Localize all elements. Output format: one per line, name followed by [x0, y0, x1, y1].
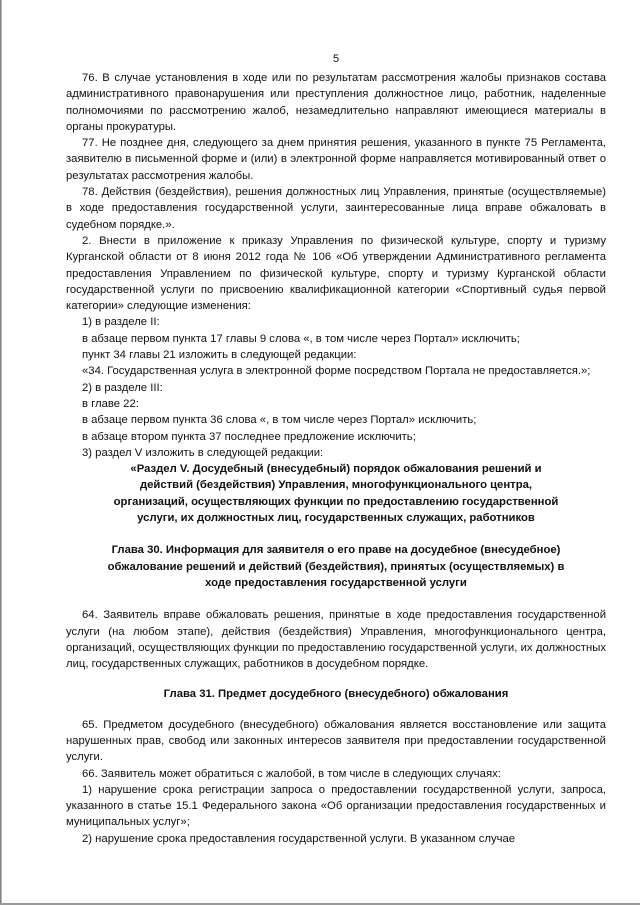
item-section-2-c: «34. Государственная услуга в электронной форме посредством Портала не предоставляется.»;: [82, 365, 591, 378]
item-section-3-a: в главе 22:: [82, 397, 139, 410]
section-5-heading-line: организаций, осуществляющих функции по предоставлению государственной: [113, 495, 559, 508]
chapter-31-heading: Глава 31. Предмет досудебного (внесудебного) обжалования: [163, 688, 509, 701]
paragraph-64: 64. Заявитель вправе обжаловать решения, принятые в ходе предоставления государственной услуги (на любом этапе), действия (бездействия) Управления, многофункционального центра, организаций, осуществляющих функции по предоставлению государственной услуги, их должностных лиц, государственных служащих, работников в досудебном порядке.: [66, 609, 606, 671]
item-section-3-c: в абзаце втором пункта 37 последнее предложение исключить;: [82, 430, 416, 443]
item-section-2: 1) в разделе II:: [82, 316, 160, 329]
paragraph-2: 2. Внести в приложение к приказу Управления по физической культуре, спорту и туризму Курганской области от 8 июня 2012 года № 106 «Об утверждении Административного регламента предоставления Управлением по физической культуре, спорту и туризму Курганской области государственной услуги по присвоению квалификационной категории «Спортивный судья первой категории» следующие изменения:: [66, 234, 606, 313]
paragraph-77: 77. Не позднее дня, следующего за днем принятия решения, указанного в пункте 75 Регламента, заявителю в письменной форме и (или) в электронной форме направляется мотивированный ответ о результатах рассмотрения жалобы.: [66, 137, 606, 182]
scan-edge-left: [0, 0, 2, 905]
chapter-30-heading-line: ходе предоставления государственной услуги: [205, 576, 467, 589]
paragraph-76: 76. В случае установления в ходе или по результатам рассмотрения жалобы признаков состава административного правонарушения или преступления должностное лицо, работник, наделенные полномочиями по рассмотрению жалоб, незамедлительно направляют имеющиеся материалы в органы прокуратуры.: [66, 72, 606, 133]
document-page: [66, 52, 606, 847]
item-section-2-b: пункт 34 главы 21 изложить в следующей редакции:: [82, 349, 357, 362]
page-number: 5: [332, 53, 340, 65]
item-section-3: 2) в разделе III:: [82, 381, 163, 394]
chapter-30-heading: [66, 542, 606, 591]
paragraph-66-item-2: 2) нарушение срока предоставления государственной услуги. В указанном случае: [82, 832, 516, 845]
paragraph-66: 66. Заявитель может обратиться с жалобой, в том числе в следующих случаях:: [82, 767, 501, 780]
section-5-heading-line: «Раздел V. Досудебный (внесудебный) порядок обжалования решений и: [130, 463, 542, 476]
item-section-5: 3) раздел V изложить в следующей редакции:: [82, 446, 324, 459]
section-5-heading-line: услуги, их должностных лиц, государственных служащих, работников: [137, 512, 535, 525]
chapter-30-heading-line: обжалование решений и действий (бездействия), принятых (осуществляемых) в: [107, 560, 565, 573]
paragraph-66-item-1: 1) нарушение срока регистрации запроса о предоставлении государственной услуги, запроса, указанного в статье 15.1 Федерального закона «Об организации предоставления государственных и муниципальных услуг»;: [66, 783, 606, 829]
paragraph-78: 78. Действия (бездействия), решения должностных лиц Управления, принятые (осуществляемые) в ходе предоставления государственной услуги, заинтересованные лица вправе обжаловать в судебном порядке.».: [66, 186, 606, 231]
item-section-2-a: в абзаце первом пункта 17 главы 9 слова «, в том числе через Портал» исключить;: [82, 332, 520, 345]
item-section-3-b: в абзаце первом пункта 36 слова «, в том числе через Портал» исключить;: [82, 414, 477, 427]
section-5-heading: [66, 461, 606, 526]
paragraph-65: 65. Предметом досудебного (внесудебного) обжалования является восстановление или защита нарушенных прав, свобод или законных интересов заявителя при предоставлении государственной услуги.: [66, 718, 606, 764]
section-5-heading-line: действий (бездействия) Управления, многофункционального центра,: [139, 479, 533, 492]
chapter-30-heading-line: Глава 30. Информация для заявителя о его праве на досудебное (внесудебное): [111, 544, 561, 557]
